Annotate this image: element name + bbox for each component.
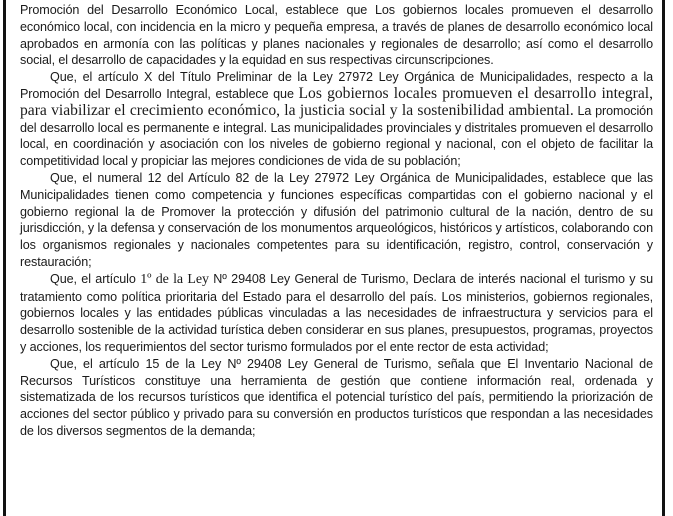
- paragraph-3-text: Que, el numeral 12 del Artículo 82 de la Ley 27972 Ley Orgánica de Municipalidades, establece que las Municipalidades tienen como competencia y funciones específicas compartidas con el gobierno nacional y el gobierno regional la de Promover la protección y difusión del patrimonio cultural de la nación, dentro de su jurisdicción, y la defensa y conservación de los monumentos arqueológicos, históricos y artísticos, colaborando con los organismos regionales y nacionales competentes para su identificación, registro, control, conservación y restauración;: [20, 170, 653, 269]
- paragraph-1: [20, 2, 653, 69]
- paragraph-4: [20, 271, 653, 356]
- paragraph-4-text-before: Que, el artículo: [50, 271, 141, 286]
- paragraph-2-text-after: La promoción del desarrollo local es permanente e integral. Las municipalidades provinciales y distritales promueven el desarrollo local, en coordinación y asociación con los niveles de gobierno regional y nacional, con el objeto de facilitar la competitividad local y propiciar las mejores condiciones de vida de su población;: [20, 103, 653, 169]
- paragraph-5-text: Que, el artículo 15 de la Ley Nº 29408 Ley General de Turismo, señala que El Inventario Nacional de Recursos Turísticos constituye una herramienta de gestión que contiene información real, ordenada y sistematizada de los recursos turísticos que identifica el potencial turístico del país, permitiendo la priorización de acciones del sector público y privado para su conversión en productos turísticos que respondan a las necesidades de los diversos segmentos de la demanda;: [20, 356, 653, 438]
- paragraph-2-text-before: Que, el artículo X del Título Preliminar de la Ley 27972 Ley Orgánica de Municipalidades, respecto a la Promoción del Desarrollo Integral, establece que: [20, 70, 653, 101]
- paragraph-4-text-after: Nº 29408 Ley General de Turismo, Declara de interés nacional el turismo y su tratamiento como política prioritaria del Estado para el desarrollo del país. Los ministerios, gobiernos regionales, gobiernos locales y las entidades públicas vinculadas a las necesidades de infraestructura y servicios para el desarrollo sostenible de la actividad turística deben considerar en sus planes, presupuestos, programas, proyectos y acciones, los requerimientos del sector turismo formulados por el ente rector de esta actividad;: [20, 271, 653, 354]
- paragraph-1-text: Promoción del Desarrollo Económico Local, establece que Los gobiernos locales promueven el desarrollo económico local, con incidencia en la micro y pequeña empresa, a través de planes de desarrollo económico local aprobados en armonía con las políticas y planes nacionales y regionales de desarrollo; así como el desarrollo social, el desarrollo de capacidades y la equidad en sus respectivas circunscripciones.: [20, 3, 653, 68]
- paragraph-2: [20, 69, 653, 170]
- paragraph-5: [20, 356, 653, 440]
- paragraph-4-law-ref: 1º de la Ley: [140, 271, 209, 287]
- paragraph-2-quote: Los gobiernos locales promueven el desarrollo integral, para viabilizar el crecimiento económico, la justicia social y la sostenibilidad ambiental.: [20, 84, 653, 119]
- document-body: [20, 2, 653, 440]
- paragraph-3: [20, 170, 653, 271]
